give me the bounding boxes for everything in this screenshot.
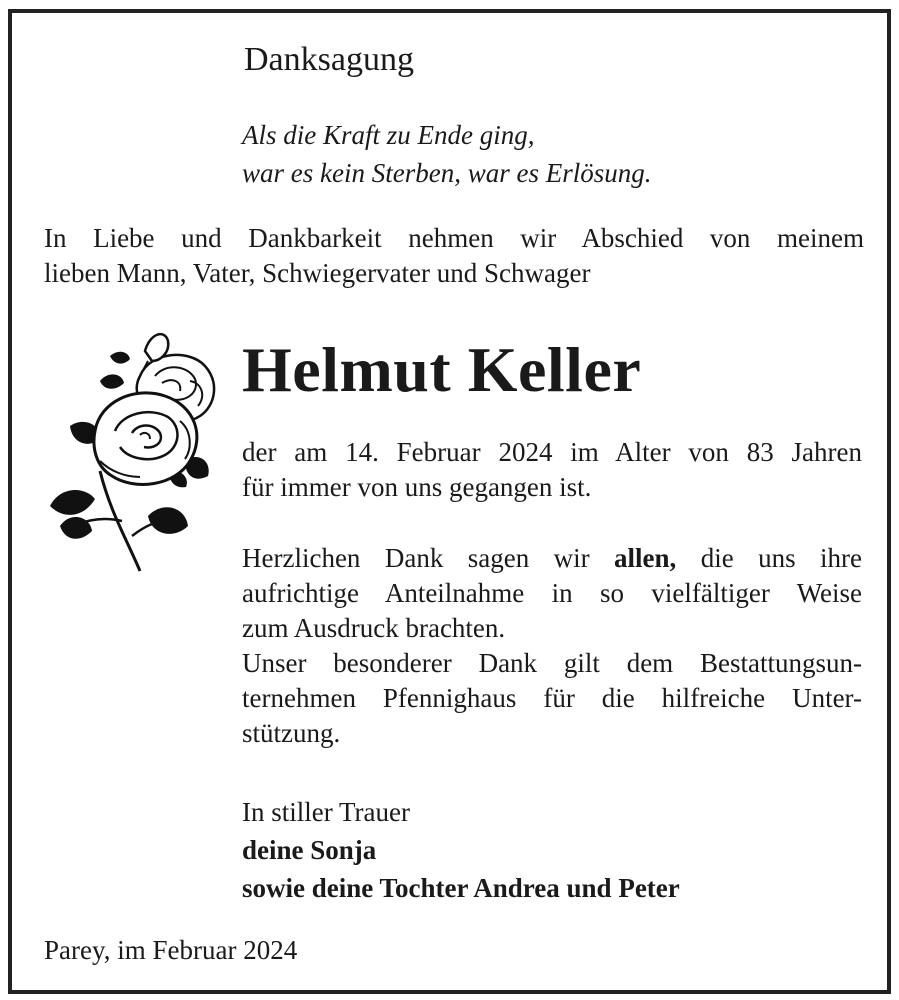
notice-frame [8,9,891,994]
intro-text [44,221,864,291]
thanks-line-3: zum Ausdruck brachten. [242,613,506,643]
thanks-paragraph [242,541,862,751]
signature-block [242,793,680,907]
rose-icon [40,321,225,576]
motto-line-1: Als die Kraft zu Ende ging, [242,120,535,150]
place-date: Parey, im Februar 2024 [44,935,298,965]
thanks-line-5: ternehmen Pfennighaus für die hilfreiche Unter- [242,683,862,713]
thanks-line-1-bold: allen, [614,543,677,573]
signature-line-1: deine Sonja [242,835,377,865]
thanks-line-1-post: die uns ihre [700,543,863,573]
thanks-line-6: stützung. [242,718,341,748]
signature-line-2: sowie deine Tochter Andrea und Peter [242,873,680,903]
thanks-line-1 [242,541,862,576]
intro-line-2: lieben Mann, Vater, Schwiegervater und Schwager [44,258,591,288]
motto-line-2: war es kein Sterben, war es Erlösung. [242,158,652,188]
thanks-line-1-pre: Herzlichen Dank sagen wir [242,543,590,573]
death-notice-line-1: der am 14. Februar 2024 im Alter von 83 Jahren [242,437,862,467]
thanks-line-4: Unser besonderer Dank gilt dem Bestattungsun- [242,648,862,678]
deceased-name: Helmut Keller [242,334,642,405]
notice-heading: Danksagung [244,41,414,78]
signature-intro: In stiller Trauer [242,797,410,827]
death-notice [242,435,862,505]
death-notice-line-2: für immer von uns gegangen ist. [242,472,592,502]
thanks-line-2: aufrichtige Anteilnahme in so vielfältiger Weise [242,578,862,608]
intro-line-1: In Liebe und Dankbarkeit nehmen wir Abschied von meinem [44,223,864,253]
motto-verse [242,116,651,192]
